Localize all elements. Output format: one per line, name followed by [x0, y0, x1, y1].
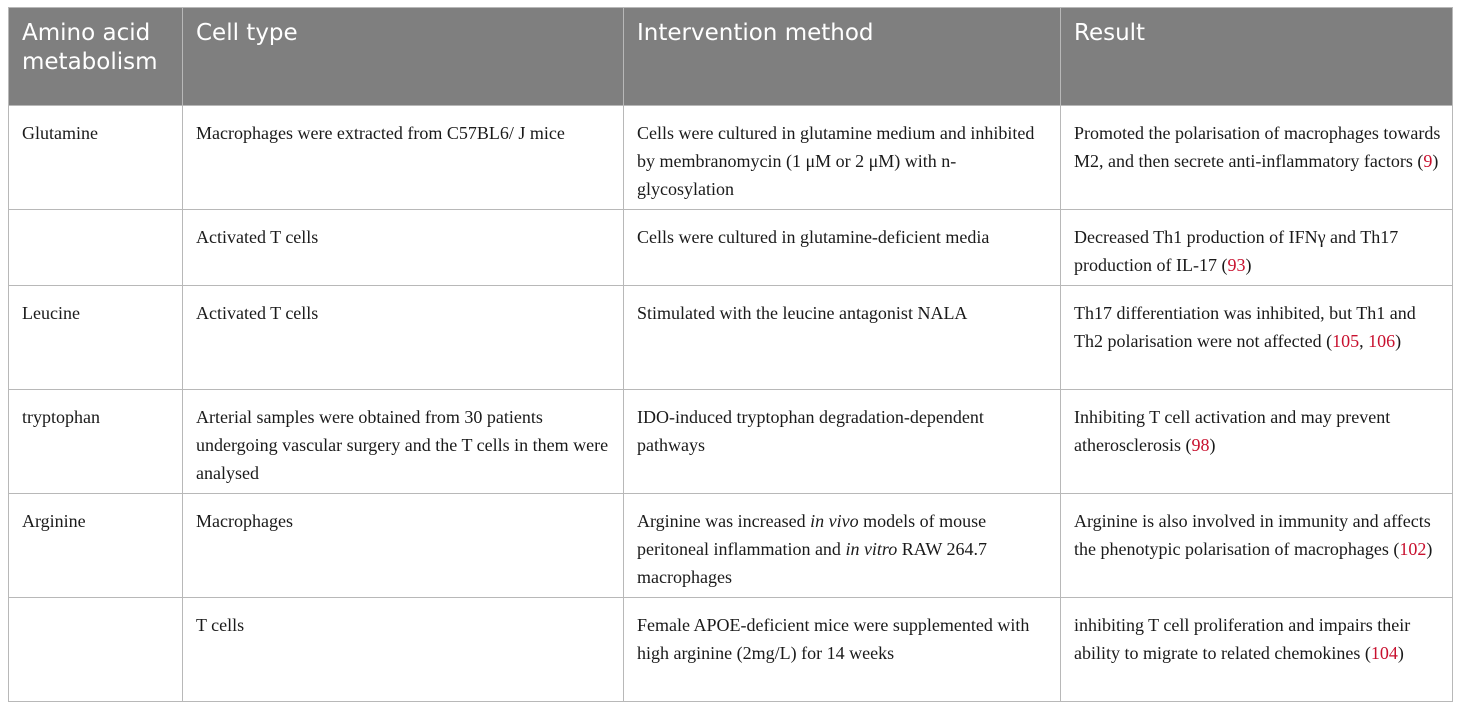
table-row [9, 390, 1453, 494]
cell-amino [9, 598, 183, 702]
citation-link[interactable]: 9 [1423, 151, 1433, 171]
cell-result [1061, 286, 1453, 390]
header-cell-type: Cell type [183, 8, 624, 106]
result-text-end: ) [1395, 331, 1402, 351]
citation-link[interactable]: 98 [1191, 435, 1210, 455]
cell-result [1061, 210, 1453, 286]
cell-amino [9, 210, 183, 286]
cell-type: T cells [183, 598, 624, 702]
cell-type: Macrophages [183, 494, 624, 598]
cell-result [1061, 494, 1453, 598]
cell-type: Macrophages were extracted from C57BL6/ J mice [183, 106, 624, 210]
citation-link[interactable]: 102 [1399, 539, 1427, 559]
table-body [9, 106, 1453, 702]
method-italic: in vitro [845, 539, 898, 559]
cell-method: Stimulated with the leucine antagonist NALA [624, 286, 1061, 390]
table-row [9, 286, 1453, 390]
cell-result [1061, 390, 1453, 494]
cell-result [1061, 598, 1453, 702]
result-text-end: ) [1209, 435, 1216, 455]
method-text: RAW 264.7 macrophages [637, 539, 988, 587]
header-amino-acid: Amino acid metabolism [9, 8, 183, 106]
method-italic: in vivo [810, 511, 859, 531]
table-row [9, 106, 1453, 210]
citation-link[interactable]: 106 [1368, 331, 1396, 351]
cell-amino: Glutamine [9, 106, 183, 210]
citation-link[interactable]: 93 [1227, 255, 1246, 275]
cell-method: Female APOE-deficient mice were supplemented with high arginine (2mg/L) for 14 weeks [624, 598, 1061, 702]
cell-amino: Leucine [9, 286, 183, 390]
result-text: Decreased Th1 production of IFNγ and Th17 production of IL-17 ( [1074, 227, 1399, 275]
result-text: Arginine is also involved in immunity and affects the phenotypic polarisation of macrophages ( [1074, 511, 1431, 559]
result-text-end: ) [1245, 255, 1252, 275]
cell-method: Cells were cultured in glutamine medium and inhibited by membranomycin (1 μM or 2 μM) with n-glycosylation [624, 106, 1061, 210]
result-text: Promoted the polarisation of macrophages towards M2, and then secrete anti-inflammatory factors ( [1074, 123, 1441, 171]
cell-type: Activated T cells [183, 210, 624, 286]
table-row [9, 598, 1453, 702]
method-text: models of mouse peritoneal inflammation and [637, 511, 987, 559]
cell-result [1061, 106, 1453, 210]
header-intervention: Intervention method [624, 8, 1061, 106]
citation-link[interactable]: 105 [1332, 331, 1360, 351]
table-header [9, 8, 1453, 106]
cell-method: Cells were cultured in glutamine-deficient media [624, 210, 1061, 286]
result-text-end: ) [1426, 539, 1433, 559]
result-text-end: ) [1397, 643, 1404, 663]
result-text: Th17 differentiation was inhibited, but Th1 and Th2 polarisation were not affected ( [1074, 303, 1416, 351]
result-text: Inhibiting T cell activation and may prevent atherosclerosis ( [1074, 407, 1391, 455]
table-row [9, 210, 1453, 286]
cell-type: Activated T cells [183, 286, 624, 390]
cell-type: Arterial samples were obtained from 30 patients undergoing vascular surgery and the T cells in them were analysed [183, 390, 624, 494]
cell-method: IDO-induced tryptophan degradation-dependent pathways [624, 390, 1061, 494]
table-row [9, 494, 1453, 598]
result-text-end: ) [1432, 151, 1439, 171]
cell-method [624, 494, 1061, 598]
result-text-sep: , [1359, 331, 1369, 351]
method-text: Arginine was increased [637, 511, 811, 531]
header-row [9, 8, 1453, 106]
header-result: Result [1061, 8, 1453, 106]
data-table [8, 7, 1453, 702]
cell-amino: Arginine [9, 494, 183, 598]
citation-link[interactable]: 104 [1370, 643, 1398, 663]
cell-amino: tryptophan [9, 390, 183, 494]
result-text: inhibiting T cell proliferation and impairs their ability to migrate to related chemokines ( [1074, 615, 1411, 663]
